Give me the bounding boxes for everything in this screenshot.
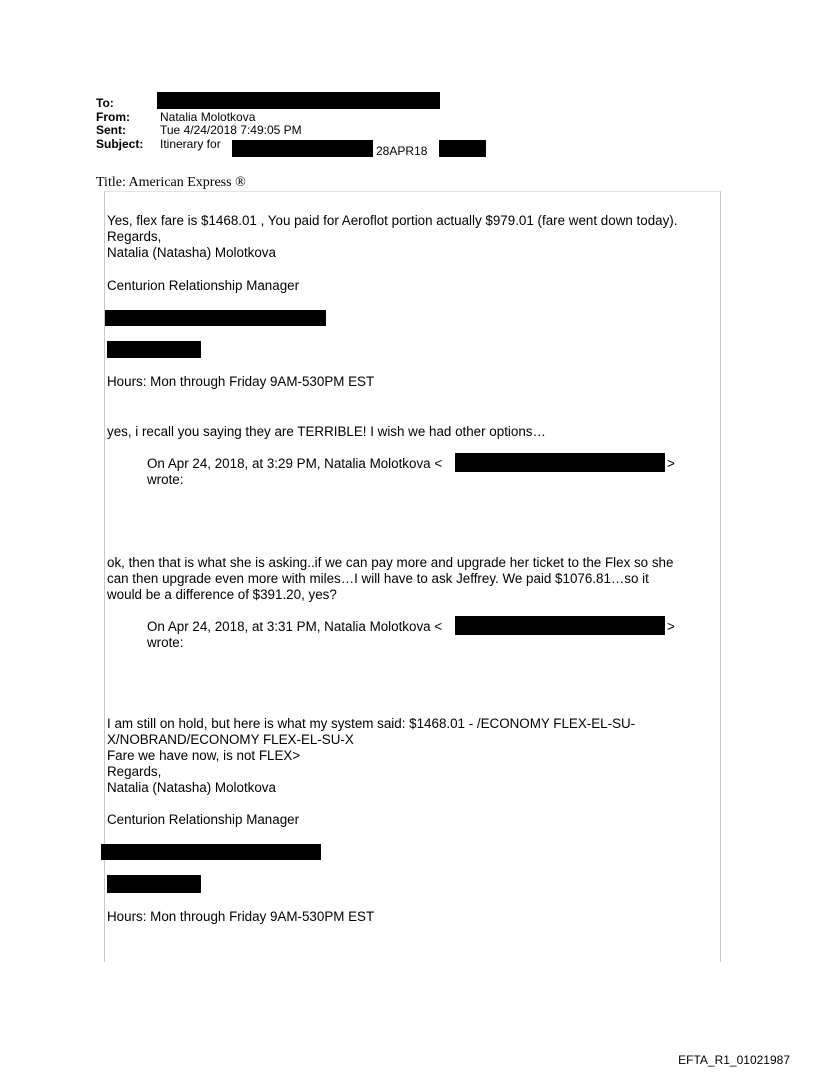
msg4-signature-name: Natalia (Natasha) Molotkova [107,780,276,795]
quote1-gt: > [667,456,675,471]
redaction-msg4-contact [107,875,201,893]
msg4-line4: Regards, [107,764,162,779]
msg1-line1: Yes, flex fare is $1468.01 , You paid for Aeroflot portion actually $979.01 (fare went down today). [107,213,678,228]
sent-value: Tue 4/24/2018 7:49:05 PM [160,123,302,137]
msg4-role: Centurion Relationship Manager [107,812,300,827]
msg3-line3: would be a difference of $391.20, yes? [107,587,337,602]
subject-date: 28APR18 [376,144,428,158]
redaction-to [157,92,440,109]
subject-label: Subject: [96,137,144,151]
msg1-hours: Hours: Mon through Friday 9AM-530PM EST [107,374,375,389]
redaction-msg1-contact [107,341,201,358]
quote1-line2: wrote: [147,472,184,487]
document-id: EFTA_R1_01021987 [678,1053,790,1067]
msg3-line2: can then upgrade even more with miles…I will have to ask Jeffrey. We paid $1076.81…so it [107,571,649,586]
redaction-quote1-email [455,453,665,472]
msg1-line2: Regards, [107,229,162,244]
redaction-msg4-phone [101,844,321,860]
quote1-line1: On Apr 24, 2018, at 3:29 PM, Natalia Molotkova < [147,456,443,471]
msg1-signature-name: Natalia (Natasha) Molotkova [107,245,276,260]
msg1-role: Centurion Relationship Manager [107,278,300,293]
msg4-hours: Hours: Mon through Friday 9AM-530PM EST [107,909,375,924]
redaction-subject-end [439,140,486,157]
msg4-line2: X/NOBRAND/ECONOMY FLEX-EL-SU-X [107,732,354,747]
from-label: From: [96,110,130,124]
msg2-line1: yes, i recall you saying they are TERRIBLE! I wish we had other options… [107,424,546,439]
redaction-msg1-phone [105,310,326,326]
subject-prefix: Itinerary for [160,137,221,151]
redaction-subject-name [232,140,373,157]
quote2-gt: > [667,619,675,634]
to-label: To: [96,96,114,110]
msg3-line1: ok, then that is what she is asking..if we can pay more and upgrade her ticket to the Flex so she [107,555,674,570]
quote2-line1: On Apr 24, 2018, at 3:31 PM, Natalia Molotkova < [147,619,443,634]
redaction-quote2-email [455,616,665,635]
msg4-line1: I am still on hold, but here is what my system said: $1468.01 - /ECONOMY FLEX-EL-SU- [107,716,636,731]
sent-label: Sent: [96,123,126,137]
quote2-line2: wrote: [147,635,184,650]
from-value: Natalia Molotkova [160,110,256,124]
page-title: Title: American Express ® [96,175,246,190]
msg4-line3: Fare we have now, is not FLEX> [107,748,301,763]
